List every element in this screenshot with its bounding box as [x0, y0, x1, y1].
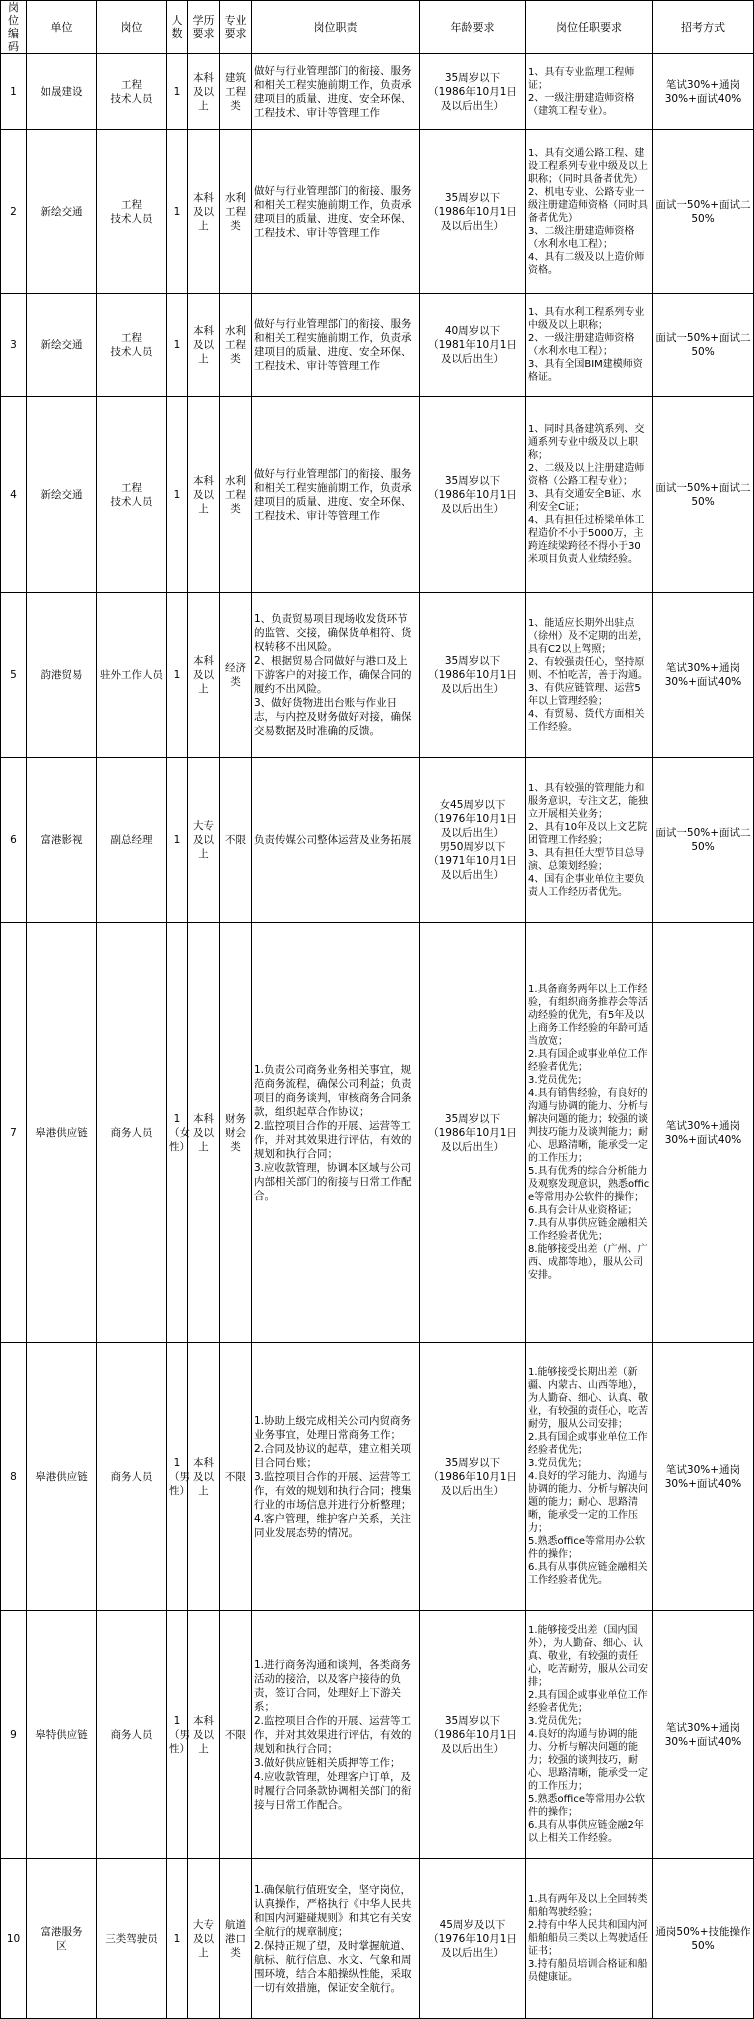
cell-major: 不限 [220, 1611, 252, 1859]
cell-count: 1 [167, 130, 188, 294]
header-major: 专业 要求 [220, 1, 252, 54]
cell-exam: 面试一50%+面试二50% [653, 130, 754, 294]
header-requirements: 岗位任职要求 [526, 1, 653, 54]
cell-age: 35周岁以下 （1986年10月1日 及以后出生） [420, 1343, 526, 1611]
cell-major: 不限 [220, 1343, 252, 1611]
cell-code: 8 [1, 1343, 27, 1611]
cell-exam: 面试一50%+面试二50% [653, 397, 754, 593]
header-count: 人 数 [167, 1, 188, 54]
cell-education: 本科 及以 上 [188, 130, 220, 294]
cell-age: 35周岁以下 （1986年10月1日 及以后出生） [420, 54, 526, 130]
cell-requirements: 1、具有专业监理工程师证； 2、一级注册建造师资格（建筑工程专业）。 [526, 54, 653, 130]
cell-education: 本科 及以 上 [188, 593, 220, 758]
cell-requirements: 1、具有较强的管理能力和服务意识，专注文艺，能独立开展相关业务； 2、具有10年及以上文艺院团管理工作经验； 3、具有担任大型节目总导演、总策划经验； 4、国有企事业单位主要负责人工作经历者优先。 [526, 758, 653, 923]
header-age: 年龄要求 [420, 1, 526, 54]
cell-education: 本科 及以 上 [188, 923, 220, 1343]
cell-position: 工程 技术人员 [97, 54, 167, 130]
cell-major: 经济 类 [220, 593, 252, 758]
cell-code: 1 [1, 54, 27, 130]
cell-education: 大专 及以 上 [188, 1859, 220, 2019]
cell-duties: 1.确保航行值班安全，坚守岗位，认真操作，严格执行《中华人民共和国内河避碰规则》和其它有关安全航行的规章制度； 2.保持正规了望，及时掌握航道、航标、航行信息、水文、气象和周围环境，结合本船操纵性能，采取一切有效措施，保证安全航行。 [252, 1859, 420, 2019]
cell-unit: 皋特供应链 [27, 1611, 97, 1859]
cell-unit: 新绘交通 [27, 294, 97, 397]
cell-position: 工程 技术人员 [97, 130, 167, 294]
cell-exam: 笔试30%+通岗 30%+面试40% [653, 923, 754, 1343]
cell-requirements: 1.具有两年及以上全回转类船舶驾驶经验； 2.持有中华人民共和国内河船舶船员三类以上驾驶适任证书； 3.持有船员培训合格证和船员健康证。 [526, 1859, 653, 2019]
header-education: 学历 要求 [188, 1, 220, 54]
cell-unit: 皋港供应链 [27, 1343, 97, 1611]
cell-major: 水利 工程 类 [220, 294, 252, 397]
table-header-row [1, 1, 754, 54]
table-row [1, 1611, 754, 1859]
cell-unit: 新绘交通 [27, 130, 97, 294]
cell-education: 本科 及以 上 [188, 1343, 220, 1611]
cell-exam: 笔试30%+通岗 30%+面试40% [653, 1343, 754, 1611]
cell-code: 3 [1, 294, 27, 397]
cell-major: 水利 工程 类 [220, 130, 252, 294]
cell-requirements: 1.能够接受长期出差（新疆、内蒙古、山西等地），为人勤奋、细心、认真、敬业，有较强的责任心，吃苦耐劳，服从公司安排； 2.具有国企或事业单位工作经验者优先； 3.党员优先； 4.良好的学习能力、沟通与协调的能力、分析与解决问题的能力；耐心、思路清晰，能承受一定的工作压力； 5.熟悉office等常用办公软件的操作； 6.具有从事供应链金融相关工作经验者优先。 [526, 1343, 653, 1611]
cell-requirements: 1、能适应长期外出驻点（徐州）及不定期的出差，具有C2以上驾照； 2、有较强责任心，坚持原则、不怕吃苦，善于沟通。 3、有供应链管理、运营5年以上管理经验； 4、有贸易、货代方面相关工作经验。 [526, 593, 653, 758]
cell-age: 45周岁及以下 （1976年10月1日 及以后出生） [420, 1859, 526, 2019]
cell-count: 1 [167, 1859, 188, 2019]
cell-duties: 做好与行业管理部门的衔接、服务和相关工程实施前期工作，负责承建项目的质量、进度、安全环保、工程技术、审计等管理工作 [252, 397, 420, 593]
cell-age: 女45周岁以下 （1976年10月1日 及以后出生） 男50周岁以下 （1971年10月1日 及以后出生） [420, 758, 526, 923]
cell-position: 商务人员 [97, 1343, 167, 1611]
cell-education: 大专 及以 上 [188, 758, 220, 923]
cell-position: 三类驾驶员 [97, 1859, 167, 2019]
cell-age: 40周岁以下 （1981年10月1日 及以后出生） [420, 294, 526, 397]
cell-code: 4 [1, 397, 27, 593]
cell-major: 航道 港口 类 [220, 1859, 252, 2019]
table-row [1, 54, 754, 130]
table-row [1, 1343, 754, 1611]
cell-code: 2 [1, 130, 27, 294]
cell-count: 1 [167, 397, 188, 593]
cell-major: 水利 工程 类 [220, 397, 252, 593]
cell-exam: 笔试30%+通岗 30%+面试40% [653, 54, 754, 130]
header-exam: 招考方式 [653, 1, 754, 54]
cell-position: 工程 技术人员 [97, 294, 167, 397]
cell-position: 驻外工作人员 [97, 593, 167, 758]
cell-age: 35周岁以下 （1986年10月1日 及以后出生） [420, 1611, 526, 1859]
cell-duties: 1.协助上级完成相关公司内贸商务业务事宜，处理日常商务工作； 2.合同及协议的起草，建立相关项目合同台账； 3.监控项目合作的开展、运营等工作，有效的规划和执行合同；搜集行业的市场信息并进行分析整理； 4.客户管理，维护客户关系，关注同业发展态势的情况。 [252, 1343, 420, 1611]
cell-education: 本科 及以 上 [188, 1611, 220, 1859]
cell-position: 商务人员 [97, 1611, 167, 1859]
cell-code: 7 [1, 923, 27, 1343]
cell-education: 本科 及以 上 [188, 397, 220, 593]
table-row [1, 593, 754, 758]
header-unit: 单位 [27, 1, 97, 54]
cell-code: 9 [1, 1611, 27, 1859]
cell-exam: 面试一50%+面试二50% [653, 758, 754, 923]
cell-count: 1 [167, 294, 188, 397]
cell-unit: 富港影视 [27, 758, 97, 923]
table-row [1, 923, 754, 1343]
cell-duties: 做好与行业管理部门的衔接、服务和相关工程实施前期工作，负责承建项目的质量、进度、安全环保、工程技术、审计等管理工作 [252, 294, 420, 397]
cell-major: 财务 财会 类 [220, 923, 252, 1343]
cell-duties: 做好与行业管理部门的衔接、服务和相关工程实施前期工作，负责承建项目的质量、进度、安全环保、工程技术、审计等管理工作 [252, 54, 420, 130]
cell-unit: 皋港供应链 [27, 923, 97, 1343]
cell-code: 6 [1, 758, 27, 923]
cell-unit: 新绘交通 [27, 397, 97, 593]
header-duties: 岗位职责 [252, 1, 420, 54]
cell-requirements: 1、具有水利工程系列专业中级及以上职称； 2、一级注册建造师资格（水利水电工程）； 3、具有全国BIM建模师资格证。 [526, 294, 653, 397]
cell-count: 1 （男 性） [167, 1343, 188, 1611]
cell-count: 1 [167, 54, 188, 130]
header-position: 岗位 [97, 1, 167, 54]
cell-education: 本科 及以 上 [188, 54, 220, 130]
cell-requirements: 1.具备商务两年以上工作经验，有组织商务推荐会等活动经验的优先，有5年及以上商务工作经验的年龄可适当放宽； 2.具有国企或事业单位工作经验者优先； 3.党员优先； 4.具有销售经验，有良好的沟通与协调的能力、分析与解决问题的能力；较强的谈判技巧能力及谈判能力；耐心、思路清晰，能承受一定的工作压力； 5.具有优秀的综合分析能力及观察发现意识，熟悉office等常用办公软件的操作； 6.具有会计从业资格证； 7.具有从事供应链金融相关工作经验者优先； 8.能够接受出差（广州、广西、成都等地），服从公司安排。 [526, 923, 653, 1343]
cell-code: 10 [1, 1859, 27, 2019]
table-row [1, 1859, 754, 2019]
cell-major: 不限 [220, 758, 252, 923]
cell-count: 1 [167, 593, 188, 758]
cell-count: 1 （男 性） [167, 1611, 188, 1859]
cell-code: 5 [1, 593, 27, 758]
header-code: 岗位 编码 [1, 1, 27, 54]
cell-duties: 做好与行业管理部门的衔接、服务和相关工程实施前期工作，负责承建项目的质量、进度、安全环保、工程技术、审计等管理工作 [252, 130, 420, 294]
cell-education: 本科 及以 上 [188, 294, 220, 397]
cell-exam: 面试一50%+面试二50% [653, 294, 754, 397]
cell-duties: 1.负责公司商务业务相关事宜，规范商务流程，确保公司利益；负责项目的商务谈判，审核商务合同条款，组织起草合作协议； 2.监控项目合作的开展、运营等工作，并对其效果进行评估，有效的规划和执行合同； 3.应收款管理，协调本区域与公司内部相关部门的衔接与日常工作配合。 [252, 923, 420, 1343]
table-row [1, 294, 754, 397]
cell-position: 工程 技术人员 [97, 397, 167, 593]
cell-age: 35周岁以下 （1986年10月1日 及以后出生） [420, 923, 526, 1343]
cell-major: 建筑 工程 类 [220, 54, 252, 130]
cell-requirements: 1、具有交通公路工程、建设工程系列专业中级及以上职称；（同时具备者优先） 2、机电专业、公路专业一级注册建造师资格（同时具备者优先） 3、二级注册建造师资格（水利水电工程）； 4、具有二级及以上造价师资格。 [526, 130, 653, 294]
cell-unit: 富港服务 区 [27, 1859, 97, 2019]
cell-position: 商务人员 [97, 923, 167, 1343]
cell-exam: 通岗50%+技能操作50% [653, 1859, 754, 2019]
cell-age: 35周岁以下 （1986年10月1日 及以后出生） [420, 397, 526, 593]
cell-unit: 如晟建设 [27, 54, 97, 130]
cell-age: 35周岁以下 （1986年10月1日 及以后出生） [420, 130, 526, 294]
cell-position: 副总经理 [97, 758, 167, 923]
cell-requirements: 1、同时具备建筑系列、交通系列专业中级及以上职称； 2、二级及以上注册建造师资格（公路工程专业）； 3、具有交通安全B证、水利安全C证； 4、具有担任过桥梁单体工程造价不小于5000万，主跨连续梁跨径不得小于30米项目负责人业绩经验。 [526, 397, 653, 593]
cell-requirements: 1.能够接受出差（国内国外），为人勤奋、细心、认真、敬业，有较强的责任心，吃苦耐劳，服从公司安排； 2.具有国企或事业单位工作经验者优先； 3.党员优先； 4.良好的沟通与协调的能力、分析与解决问题的能力；较强的谈判技巧，耐心、思路清晰，能承受一定的工作压力； 5.熟悉office等常用办公软件的操作； 6.具有从事供应链金融2年以上相关工作经验。 [526, 1611, 653, 1859]
cell-exam: 笔试30%+通岗 30%+面试40% [653, 1611, 754, 1859]
table-row [1, 130, 754, 294]
cell-unit: 韵港贸易 [27, 593, 97, 758]
table-row [1, 397, 754, 593]
cell-exam: 笔试30%+通岗 30%+面试40% [653, 593, 754, 758]
cell-duties: 负责传媒公司整体运营及业务拓展 [252, 758, 420, 923]
cell-duties: 1、负责贸易项目现场收发货环节的监管、交接，确保货单相符、货权转移不出风险。 2、根据贸易合同做好与港口及上下游客户的对接工作，确保合同的履约不出风险。 3、做好货物进出台账与作业日志，与内控及财务做好对接，确保交易数据及时准确的反馈。 [252, 593, 420, 758]
cell-duties: 1.进行商务沟通和谈判，各类商务活动的接洽，以及客户接待的负责，签订合同，处理好上下游关系； 2.监控项目合作的开展、运营等工作，并对其效果进行评估，有效的规划和执行合同； 3.做好供应链相关质押等工作； 4.应收款管理，处理客户订单，及时履行合同条款协调相关部门的衔接与日常工作配合。 [252, 1611, 420, 1859]
cell-count: 1 （女 性） [167, 923, 188, 1343]
cell-count: 1 [167, 758, 188, 923]
table-row [1, 758, 754, 923]
cell-age: 35周岁以下 （1986年10月1日 及以后出生） [420, 593, 526, 758]
